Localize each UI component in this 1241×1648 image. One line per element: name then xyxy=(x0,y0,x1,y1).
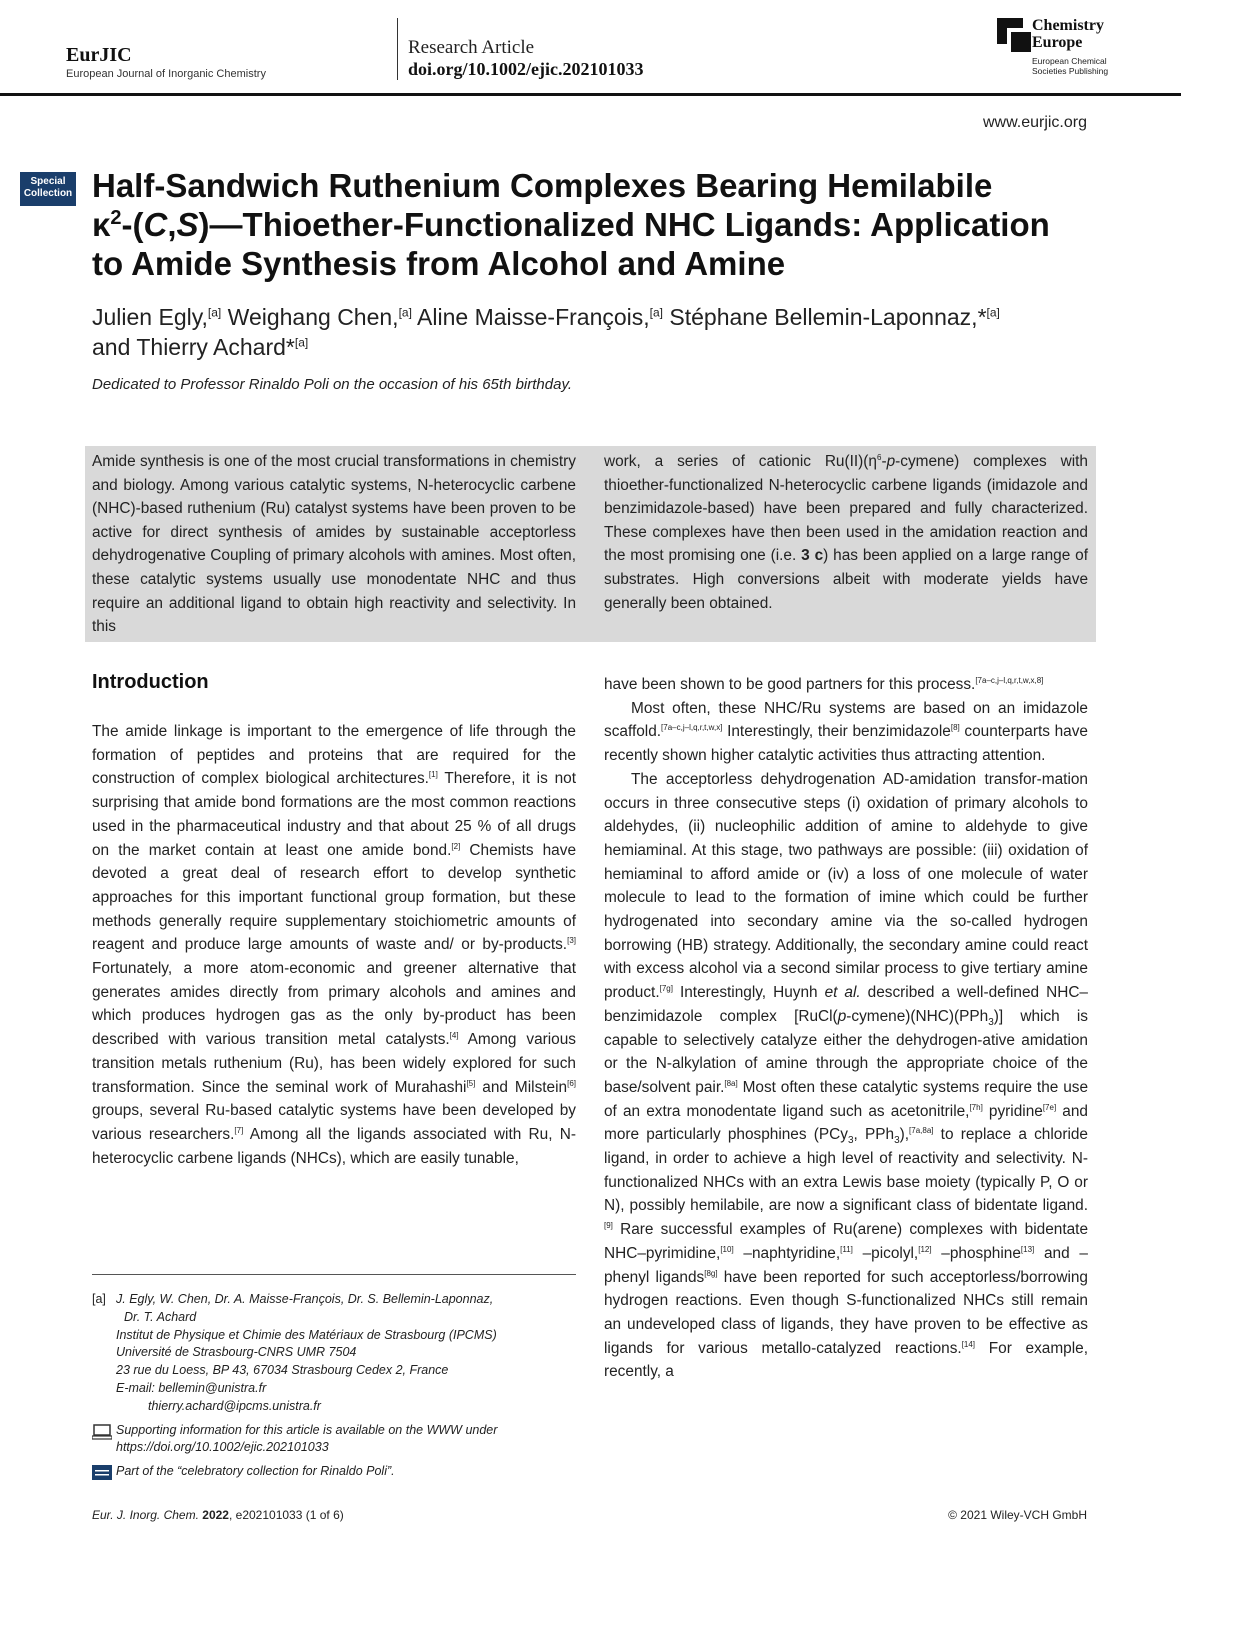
intro-column-right: have been shown to be good partners for this process.[7a–c,j–l,q,r,t,w,x,8] Most often, these NHC/Ru systems are based on an imidazole scaffold.[7a–c,j–l,q,r,t,w,x] Interestingly, their benzimidazole[8] counterparts have recently shown higher catalytic activities thus attracting attention. The acceptorless dehydrogenation AD-amidation transfor-mation occurs in three consecutive steps (i) oxidation of primary alcohols to aldehydes, (ii) nucleophilic addition of amine to aldehyde to give hemiaminal. At this stage, two pathways are possible: (iii) oxidation of hemiaminal to afford amide or (iv) a loss of one molecule of water molecule to lead to the formation of imine which could be further hydrogenated into secondary amine via the so-called hydrogen borrowing (HB) strategy. Additionally, the secondary amine could react with excess alcohol via a second similar process to give tertiary amine product.[7g] Interestingly, Huynh et al. described a well-defined NHC–benzimidazole complex [RuCl(p-cymene)(NHC)(PPh$_3$)] which is capable to selectively catalyze either the dehydrogen-ative amidation or the N-alkylation of amine through the appropriate choice of the base/solvent pair.[8a] Most often these catalytic systems require the use of an extra monodentate ligand such as acetonitrile,[7h] pyridine[7e] and more particularly phosphines (PCy$_3$, PPh$_3$),[7a,8a] to replace a chloride ligand, in order to achieve a high level of reactivity and selectivity. N-functionalized NHCs with an extra Lewis base moiety (typically P, O or N), possibly hemilabile, are now a significant class of bidentate ligand.[9] Rare successful examples of Ru(arene) complexes with bidentate NHC–pyrimidine,[10] –naphtyridine,[11] –picolyl,[12] –phosphine[13] and –phenyl ligands[8g] have been reported for such acceptorless/borrowing hydrogen reactions. Even though S-functionalized NHCs still remain an undeveloped class of ligands, they have proven to be effective as ligands for various metallo-catalyzed reactions.[14] For example, recently, a xyxy=(604,675,1089,1381)
author-list: Julien Egly,[a] Weighang Chen,[a] Aline Maisse-François,[a] Stéphane Bellemin-Laponnaz,*[a] and Thierry Achard*[a] xyxy=(92,304,1000,360)
publisher-subtitle: European Chemical Societies Publishing xyxy=(1032,56,1109,76)
section-heading-introduction: Introduction xyxy=(92,671,209,693)
affiliation-footnote: [a] J. Egly, W. Chen, Dr. A. Maisse-François, Dr. S. Bellemin-Laponnaz, Dr. T. Achard Institut de Physique et Chimie des Matériaux de Strasbourg (IPCMS) Université de Strasbourg-CNRS UMR 7504 23 rue du Loess, BP 43, 67034 Strasbourg Cedex 2, France E-mail: bellemin@unistra.fr thierry.achard@ipcms.unistra.fr xyxy=(92,1291,576,1416)
dedication: Dedicated to Professor Rinaldo Poli on the occasion of his 65th birthday. xyxy=(92,376,572,393)
supporting-info-note: Supporting information for this article is available on the WWW under https://doi.org/10.1002/ejic.202101033 xyxy=(92,1422,576,1458)
doi-link[interactable]: doi.org/10.1002/ejic.202101033 xyxy=(408,59,644,79)
header-rule xyxy=(0,93,1181,96)
special-collection-icon xyxy=(92,1465,112,1480)
computer-icon xyxy=(92,1424,112,1440)
article-type: Research Article xyxy=(408,37,535,58)
abstract-right: work, a series of cationic $Ru(II)(\eta^6-p-cymene)$ complexes with thioether-functionalized N-heterocyclic carbene ligands (imidazole and benzimidazole-based) have been prepared and fully characterized. These complexes have then been used in the amidation reaction and the most promising one (i.e. 3 c) has been applied on a large range of substrates. High conversions albeit with moderate yields have generally been obtained. xyxy=(604,452,1088,612)
chemistry-europe-logo-icon xyxy=(997,18,1031,52)
footnotes xyxy=(92,1291,576,1481)
header-divider xyxy=(397,18,398,80)
journal-abbr: EurJIC xyxy=(66,44,132,66)
publisher-name: Chemistry Europe xyxy=(1032,17,1104,51)
collection-note: Part of the “celebratory collection for Rinaldo Poli”. xyxy=(92,1463,576,1481)
page-footer-citation: Eur. J. Inorg. Chem. 2022, e202101033 (1 of 6) xyxy=(92,1508,344,1522)
abstract-left: Amide synthesis is one of the most crucial transformations in chemistry and biology. Among various catalytic systems, N-heterocyclic carbene (NHC)-based ruthenium (Ru) catalyst systems have been proven to be active for direct synthesis of amides by sustainable acceptorless dehydrogenative Coupling of primary alcohols with amines. Most often, these catalytic systems usually use monodentate NHC and thus require an additional ligand to obtain high reactivity and selectivity. In this xyxy=(92,453,576,636)
intro-column-left: The amide linkage is important to the emergence of life through the formation of peptides and proteins that are required for the construction of complex biological architectures.[1] Therefore, it is not surprising that amide bond formations are the most common reactions used in the pharmaceutical industry and that about 25 % of all drugs on the market contain at least one amide bond.[2] Chemists have devoted a great deal of research effort to develop synthetic approaches for this important functional group formation, but these methods generally require supplementary stoichiometric amounts of reagent and produce large amounts of waste and/ or by-products.[3] Fortunately, a more atom-economic and greener alternative that generates amides directly from primary alcohols and amines and which produces hydrogen gas as the only by-product has been described with various transition metal catalysts.[4] Among various transition metals ruthenium (Ru), has been widely explored for such transformation. Since the seminal work of Murahashi[5] and Milstein[6] groups, several Ru-based catalytic systems have been developed by various researchers.[7] Among all the ligands associated with Ru, N-heterocyclic carbene ligands (NHCs), which are easily tunable, xyxy=(92,723,577,1167)
footnote-rule xyxy=(92,1274,576,1275)
journal-full-name: European Journal of Inorganic Chemistry xyxy=(66,68,266,80)
page-footer-copyright: © 2021 Wiley-VCH GmbH xyxy=(948,1508,1087,1522)
special-collection-badge: Special Collection xyxy=(20,172,76,206)
email-link[interactable]: thierry.achard@ipcms.unistra.fr xyxy=(148,1398,321,1413)
article-title: Half-Sandwich Ruthenium Complexes Bearing Hemilabile $\kappa^2-(C,S)—Thioether$-Functionalized NHC Ligands: Application to Amide Synthesis from Alcohol and Amine xyxy=(92,167,1050,282)
website-link[interactable]: www.eurjic.org xyxy=(982,114,1087,131)
